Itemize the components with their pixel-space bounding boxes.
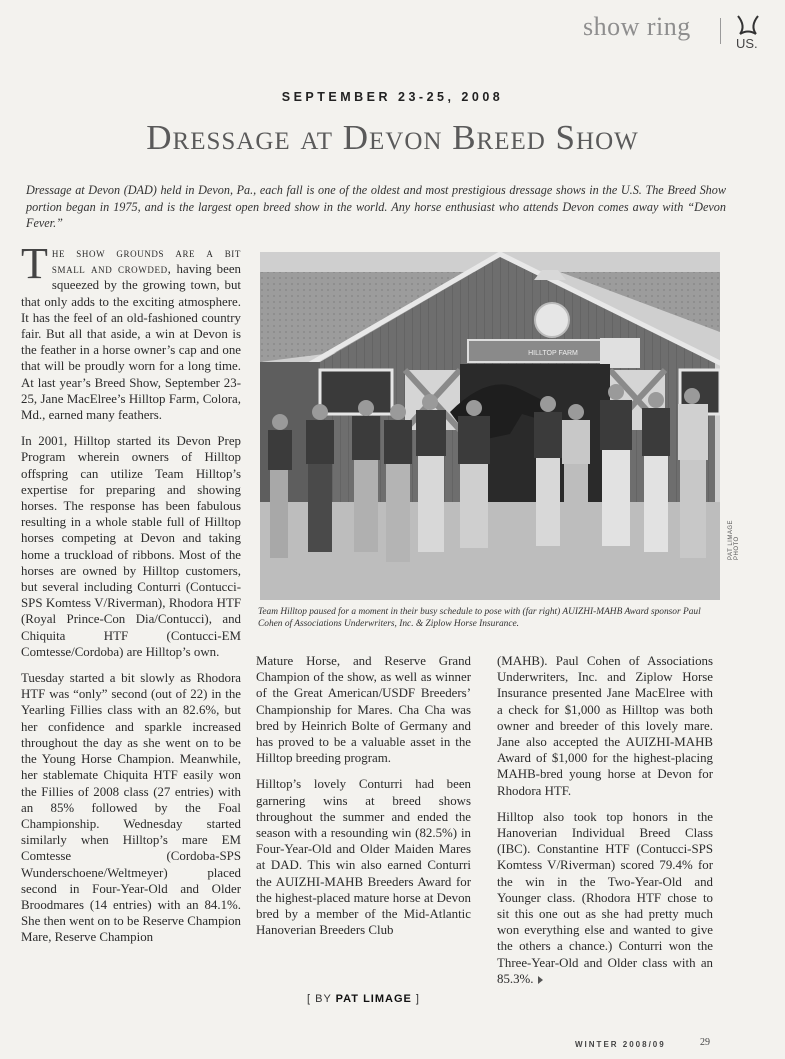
issue-label: WINTER 2008/09 <box>575 1040 666 1049</box>
paragraph-1 <box>21 239 241 423</box>
paragraph-4: Mature Horse, and Reserve Grand Champion of the show, as well as winner of the Great American/USDF Breeders’ Championship for Mares. Cha Cha was bred by Heinrich Bolte of Germany and has proved to be a valuable asset in the Hilltop breeding program. <box>256 654 471 766</box>
article-date: SEPTEMBER 23-25, 2008 <box>281 90 504 104</box>
logo-text: US. <box>736 36 758 51</box>
article-intro: Dressage at Devon (DAD) held in Devon, Pa., each fall is one of the oldest and most prestigious dressage shows in the U.S. The Breed Show portion began in 1975, and is the largest open breed show in the world. Any horse enthusiast who attends Devon comes away with “Devon Fever.” <box>26 183 726 230</box>
photo-credit: PAT LIMAGE PHOTO <box>728 519 740 560</box>
paragraph-7-text: Hilltop also took top honors in the Hanoverian Individual Breed Class (IBC). Constantine HTF (Contucci-SPS Komtess V/Riverman) scored 79.4% for the win in the Two-Year-Old and Younger class. (Rhodora HTF chose to sit this one out as she had pretty much won everything else and wanted to give the others a chance.) Conturri won the Three-Year-Old and Older class with an 85.3%. <box>497 809 713 986</box>
paragraph-2: In 2001, Hilltop started its Devon Prep Program wherein owners of Hilltop offspring can utilize Team Hilltop’s expertise for preparing and showing horses. The response has been fabulous resulting in a whole stable full of Hilltop horses competing at Devon and taking home a truckload of ribbons. Most of the horses are owned by Hilltop customers, but several including Conturri (Contucci-SPS Komtess V/Riverman), Rhodora HTF (Royal Prince-Con Dia/Contucci), and Chiquita HTF (Contucci-EM Comtesse/Cordoba) are Hilltop’s own. <box>21 434 241 659</box>
column-2 <box>256 653 471 948</box>
byline <box>256 993 471 1005</box>
paragraph-1-body: having been squeezed by the growing town, but that only adds to the exciting atmosphere. It has the feel of an old-fashioned country fair. But all that aside, a win at Devon is the feather in a horse owner’s cap and one that will be proudly worn for a long time. At last year’s Breed Show, September 23-25, Jane MacElree’s Hilltop Farm, Colora, Md., earned many feathers. <box>21 262 241 423</box>
paragraph-7 <box>497 809 713 987</box>
barn-sign: HILLTOP FARM <box>528 350 578 357</box>
page-number: 29 <box>700 1037 710 1048</box>
byline-author: PAT LIMAGE <box>335 993 412 1005</box>
column-1 <box>21 239 241 956</box>
header-divider <box>720 18 721 44</box>
column-3 <box>497 653 713 997</box>
paragraph-6: (MAHB). Paul Cohen of Associations Underwriters, Inc. and Ziplow Horse Insurance presented Jane MacElree with a check for $1,000 as Hilltop was both owner and breeder of this lovely mare. Jane also accepted the AUIZHI-MAHB Award of $1,000 for the highest-placing MAHB-bred young horse at Devon for Rhodora HTF. <box>497 654 713 798</box>
lead-in: he show grounds are a bit small and crowded, <box>51 246 241 277</box>
section-title: show ring <box>583 12 691 41</box>
byline-suffix: ] <box>411 993 420 1005</box>
paragraph-3: Tuesday started a bit slowly as Rhodora HTF was “only” second (out of 22) in the Yearling Fillies class with an 82.6%, but her confidence and sparkle increased throughout the day as she went on to be the Young Horse Champion. Meanwhile, her stablemate Chiquita HTF easily won the Fillies of 2008 class (27 entries) with an 85% followed by the Foal Championship. Wednesday started similarly when Hilltop’s mare EM Comtesse (Cordoba-SPS Wunderschoene/Weltmeyer) placed second in Four-Year-Old and Older Broodmares (14 entries) with an 84.1%. She then went on to be Reserve Champion Mare, Reserve Champion <box>21 671 241 945</box>
drop-cap: T <box>21 239 48 288</box>
team-photo <box>260 252 720 600</box>
article-title: Dressage at Devon Breed Show <box>146 118 639 157</box>
paragraph-5: Hilltop’s lovely Conturri had been garnering wins at breed shows throughout the summer and ended the season with a resounding win (82.5%) in Four-Year-Old and Older Maiden Mares at DAD. This win also earned Conturri the AUIZHI-MAHB Breeders Award for the highest-placed mature horse at Devon bred by a member of the Mid-Atlantic Hanoverian Breeders Club <box>256 777 471 938</box>
photo-caption: Team Hilltop paused for a moment in their busy schedule to pose with (far right) AUIZHI-MAHB Award sponsor Paul Cohen of Associations Underwriters, Inc. & Ziplow Horse Insurance. <box>258 607 701 630</box>
end-mark-icon <box>538 976 543 984</box>
byline-prefix: [ BY <box>307 993 336 1005</box>
